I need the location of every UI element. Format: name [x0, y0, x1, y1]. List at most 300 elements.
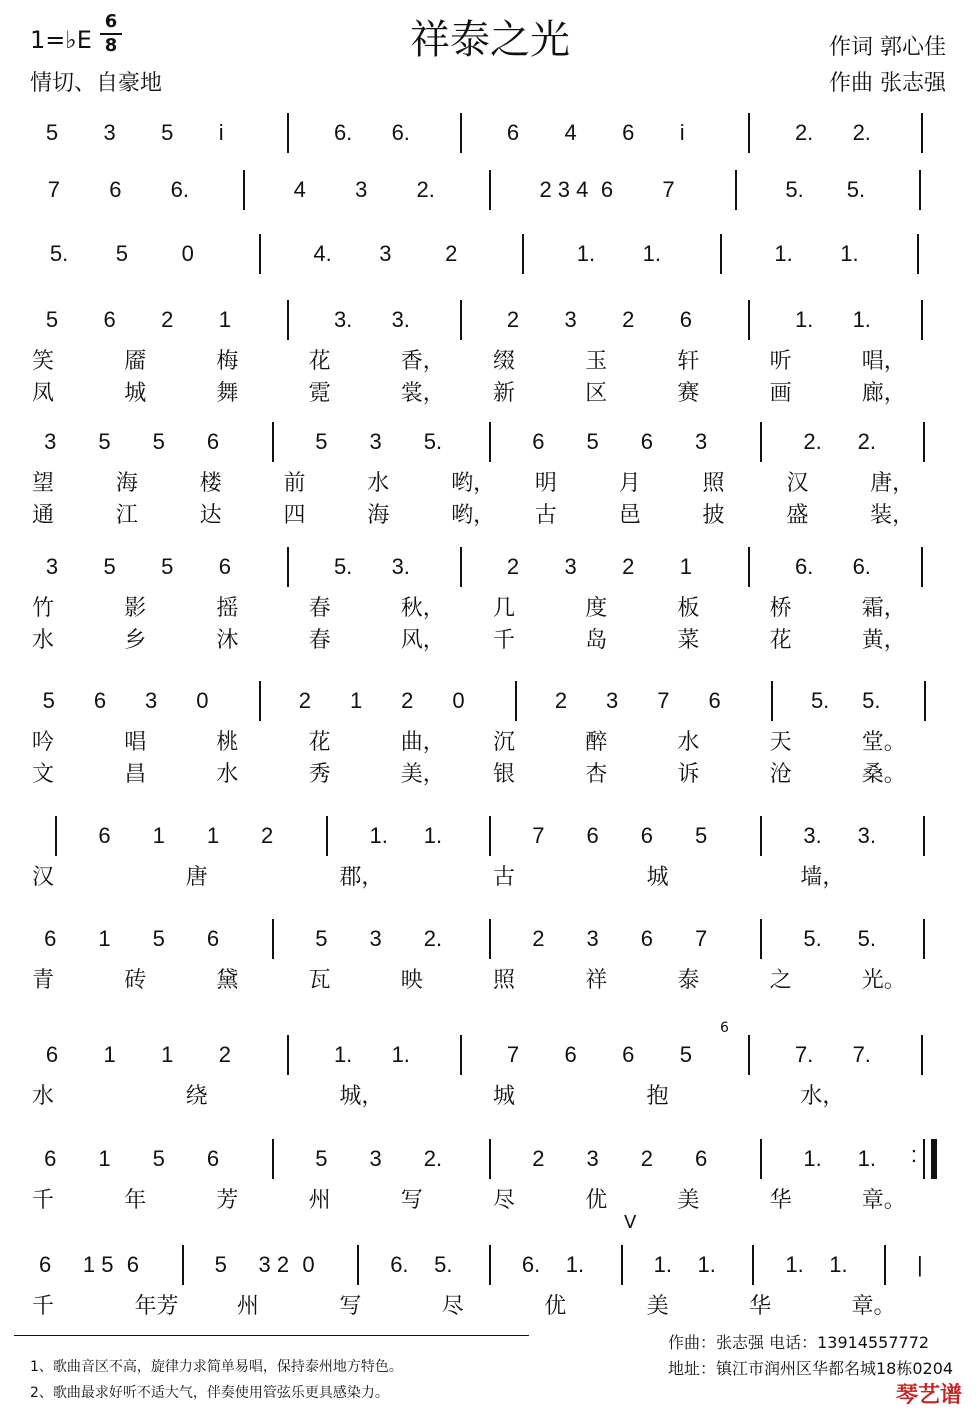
lyric-syllable: 年芳 [134, 1294, 179, 1319]
lyric-syllable: 摇 [216, 596, 239, 621]
note: 5 [315, 926, 328, 951]
note: 1. [653, 1252, 672, 1277]
note: 1. [803, 1146, 822, 1171]
note: 3. [333, 307, 353, 332]
footnote-1: 1、歌曲音区不高，旋律力求简单易唱，保持泰州地方特色。 [30, 1359, 403, 1375]
note: 6 [600, 177, 614, 202]
note: 3. [803, 823, 822, 848]
lyric-syllable: 照 [493, 968, 516, 993]
note: 7. [794, 1042, 814, 1067]
barline [259, 234, 261, 274]
key-signature: 1=♭E [30, 26, 92, 54]
barline [326, 816, 328, 856]
note: 2 [298, 688, 311, 713]
lyric-syllable: 泰 [677, 968, 700, 993]
note: 2. [416, 177, 435, 202]
note: 6 [93, 688, 107, 713]
note: 6 [45, 1042, 59, 1067]
lyric-syllable: 堂。 [861, 730, 906, 755]
note: 7 [506, 1042, 520, 1067]
note: 2 [640, 1146, 653, 1171]
note: 6. [521, 1252, 541, 1277]
note: 1 [98, 926, 111, 951]
lyric-syllable: 墙， [800, 865, 845, 890]
note: 2 [532, 1146, 545, 1171]
barline [760, 816, 762, 856]
lyric-syllable: 沉 [493, 730, 516, 755]
note: 1. [391, 1042, 410, 1067]
lyric-syllable: 芳 [216, 1188, 239, 1213]
barline [489, 422, 491, 462]
lyric-syllable: 桃 [216, 730, 239, 755]
note: 5 [694, 823, 708, 848]
lyric-syllable: 唱， [861, 349, 906, 374]
note: 3 [694, 429, 708, 454]
note: 1. [794, 307, 814, 332]
note: 7 [657, 688, 670, 713]
lyric-syllable: 水， [800, 1084, 845, 1109]
lyric-syllable: 笑 [32, 349, 55, 374]
lyric-syllable: 花 [308, 730, 331, 755]
note: 5. [803, 926, 822, 951]
barline [182, 1245, 184, 1285]
lyric-syllable: 裳， [400, 381, 445, 406]
barline [243, 170, 245, 210]
barline [923, 422, 925, 462]
lyric-syllable: 古 [534, 503, 557, 528]
lyric-syllable: 四 [283, 503, 306, 528]
lyric-syllable: 岛 [585, 628, 608, 653]
lyric-syllable: 尽 [493, 1188, 516, 1213]
note: 3. [391, 307, 410, 332]
composer-contact: 作曲：张志强 电话：13914557772 [668, 1333, 930, 1352]
note: 6 [38, 1252, 52, 1277]
lyric-syllable: 廊， [861, 381, 906, 406]
barline [489, 1139, 491, 1179]
lyric-syllable: 千 [32, 1188, 55, 1213]
lyric-syllable: 桑。 [861, 762, 906, 787]
note: 2. [794, 120, 814, 145]
barline [272, 919, 274, 959]
barline [55, 816, 57, 856]
note: 3 [564, 307, 577, 332]
note: 6. [333, 120, 353, 145]
lyric-syllable: 尽 [441, 1294, 464, 1319]
note: 3 [564, 554, 577, 579]
note: 5. [785, 177, 804, 202]
barline [921, 113, 923, 153]
note: 1 [161, 1042, 174, 1067]
barline [921, 300, 923, 340]
lyric-syllable: 映 [400, 968, 423, 993]
note: 3 [369, 429, 382, 454]
note: 6 [109, 177, 122, 202]
barline [489, 1245, 491, 1285]
lyric-syllable: 光。 [861, 968, 906, 993]
lyric-syllable: 银 [493, 762, 516, 787]
note: 5 [45, 120, 59, 145]
lyric-syllable: 江 [115, 503, 138, 528]
barline [924, 681, 926, 721]
note: 2 [401, 688, 414, 713]
note: 5 [152, 429, 165, 454]
barline [923, 816, 925, 856]
lyric-syllable: 明 [534, 471, 557, 496]
lyric-syllable: 轩 [677, 349, 700, 374]
lyric-syllable: 写 [400, 1188, 423, 1213]
lyric-syllable: 画 [769, 381, 792, 406]
composer-credit: 作曲 张志强 [829, 71, 946, 96]
lyric-syllable: 邑 [618, 503, 641, 528]
note: 5. [434, 1252, 453, 1277]
note: 2 [261, 823, 274, 848]
lyric-syllable: 度 [585, 596, 608, 621]
note: 6. [170, 177, 190, 202]
note: 5 [152, 1146, 165, 1171]
lyric-syllable: 前 [283, 471, 306, 496]
note: 3 [369, 926, 382, 951]
note: 7. [852, 1042, 871, 1067]
lyric-syllable: 盛 [786, 503, 809, 528]
note: 3. [857, 823, 876, 848]
lyric-syllable: 照 [702, 471, 725, 496]
lyric-syllable: 华 [749, 1294, 772, 1319]
lyric-syllable: 州 [308, 1188, 331, 1213]
barline [921, 547, 923, 587]
note: 2 [622, 307, 635, 332]
lyric-syllable: 抱 [646, 1084, 669, 1109]
site-logo: 琴艺谱 [895, 1383, 962, 1408]
lyric-syllable: 黄， [861, 628, 906, 653]
note: 5 [214, 1252, 227, 1277]
note: 5. [857, 926, 876, 951]
barline [735, 170, 737, 210]
lyric-syllable: 优 [544, 1294, 567, 1319]
note: i [218, 120, 224, 145]
note: 5. [49, 241, 69, 266]
lyric-syllable: 赛 [677, 381, 700, 406]
lyric-syllable: 霓 [308, 381, 331, 406]
lyric-syllable: 水 [216, 762, 239, 787]
song-title: 祥泰之光 [410, 17, 570, 63]
lyric-syllable: 唐， [870, 471, 915, 496]
note: 6 [206, 1146, 220, 1171]
barline [460, 300, 462, 340]
barline [515, 681, 517, 721]
lyric-syllable: 装， [870, 503, 915, 528]
note: 7 [662, 177, 675, 202]
lyric-syllable: 乡 [124, 628, 147, 653]
lyric-syllable: 海 [115, 471, 138, 496]
note: 6 [564, 1042, 577, 1067]
note: 2 [161, 307, 174, 332]
note: 3 [369, 1146, 382, 1171]
lyric-syllable: 春 [308, 628, 331, 653]
lyric-syllable: 缀 [493, 349, 516, 374]
note: 5 [115, 241, 129, 266]
note: 3. [391, 554, 410, 579]
meter-denominator: 8 [104, 35, 118, 56]
note: 5 [42, 688, 55, 713]
lyric-syllable: 绕 [185, 1084, 208, 1109]
lyric-syllable: 哟， [451, 471, 496, 496]
lyric-syllable: 美， [400, 762, 445, 787]
composer-address: 地址：镇江市润州区华都名城18栋0204 [668, 1359, 954, 1378]
note: 6 [506, 120, 520, 145]
barline [460, 1035, 462, 1075]
barline [489, 919, 491, 959]
note: 1 [679, 554, 692, 579]
lyric-syllable: 汉 [786, 471, 809, 496]
note: 6 [218, 554, 231, 579]
note: 5 [679, 1042, 692, 1067]
lyric-syllable: 唐 [185, 865, 208, 890]
breath-mark: V [624, 1212, 637, 1233]
lyric-syllable: 霜， [861, 596, 906, 621]
note: 5 [45, 307, 59, 332]
barline [921, 1035, 923, 1075]
note: 1. [565, 1252, 585, 1277]
note: 1. [697, 1252, 716, 1277]
note: 6 [532, 429, 545, 454]
lyric-syllable: 黛 [216, 968, 239, 993]
note: 5. [846, 177, 866, 202]
lyric-syllable: 月 [618, 471, 641, 496]
note: 6 [622, 120, 635, 145]
note: 3 [606, 688, 619, 713]
note: 3 [145, 688, 158, 713]
note: 6 [103, 307, 116, 332]
note: 1 [103, 1042, 116, 1067]
barline [884, 1245, 886, 1285]
note: 5 [315, 1146, 328, 1171]
lyric-syllable: 舞 [216, 381, 239, 406]
barline [522, 234, 524, 274]
barline [272, 422, 274, 462]
lyric-syllable: 之 [769, 968, 792, 993]
lyric-syllable: 竹 [32, 596, 55, 621]
lyric-syllable: 秀 [308, 762, 331, 787]
lyric-syllable: 曲， [400, 730, 445, 755]
lyric-syllable: 天 [769, 730, 792, 755]
note: 6 [98, 823, 111, 848]
note: 5 [586, 429, 599, 454]
note: 6 [640, 823, 653, 848]
lyric-syllable: 昌 [124, 762, 147, 787]
note: 3 [44, 429, 57, 454]
lyric-syllable: 靥 [124, 349, 147, 374]
lyric-syllable: 汉 [32, 865, 55, 890]
lyric-syllable: 瓦 [308, 968, 331, 993]
lyricist-credit: 作词 郭心佳 [829, 35, 946, 60]
note: 6 [622, 1042, 635, 1067]
lyric-syllable: 凤 [32, 381, 55, 406]
lyric-syllable: 州 [236, 1294, 259, 1319]
lyric-syllable: 祥 [585, 968, 608, 993]
barline [752, 1245, 754, 1285]
note: 6 [640, 429, 653, 454]
footnote-2: 2、歌曲最求好听不适大气，伴奏使用管弦乐更具感染力。 [30, 1385, 389, 1401]
lyric-syllable: 听 [769, 349, 792, 374]
lyric-syllable: 花 [769, 628, 792, 653]
note: 7 [694, 926, 708, 951]
note: 1 [349, 688, 363, 713]
repeat-dots: : [910, 1142, 917, 1167]
lyric-syllable: 哟， [451, 503, 496, 528]
lyric-syllable: 花 [308, 349, 331, 374]
lyric-syllable: 章。 [861, 1188, 906, 1213]
barline [771, 681, 773, 721]
barline [923, 919, 925, 959]
note: 1. [423, 823, 443, 848]
note: 0 [302, 1252, 315, 1277]
lyric-syllable: 水 [367, 471, 390, 496]
note: 6. [794, 554, 814, 579]
lyric-syllable: 醉 [585, 730, 608, 755]
barline [919, 170, 921, 210]
note: 1. [642, 241, 661, 266]
note: 3 [379, 241, 392, 266]
note: 1. [857, 1146, 876, 1171]
barline [357, 1245, 359, 1285]
note: 1 [98, 1146, 111, 1171]
lyric-syllable: 千 [32, 1294, 55, 1319]
note: 2. [803, 429, 822, 454]
note: 1. [576, 241, 596, 266]
lyric-syllable: 玉 [585, 349, 608, 374]
lyric-syllable: 古 [493, 865, 516, 890]
lyric-syllable: 唱 [124, 730, 147, 755]
note: 1. [840, 241, 859, 266]
lyric-syllable: 几 [493, 596, 516, 621]
lyric-syllable: 通 [32, 503, 55, 528]
barline [259, 681, 261, 721]
note: 2 [218, 1042, 231, 1067]
lyric-syllable: 优 [585, 1188, 608, 1213]
grace-note: 6 [720, 1020, 729, 1036]
note: | [917, 1252, 923, 1277]
note: 2 3 4 [539, 177, 589, 202]
note: 6 [44, 926, 57, 951]
note: 2 [445, 241, 458, 266]
note: 5 [152, 926, 165, 951]
tempo-marking: 情切、自豪地 [30, 71, 163, 96]
footnote-divider [14, 1335, 529, 1336]
note: 6 [679, 307, 692, 332]
note: 1 [218, 307, 231, 332]
note: i [679, 120, 685, 145]
lyric-syllable: 风， [400, 628, 445, 653]
note: 1 [206, 823, 220, 848]
note: 1. [369, 823, 388, 848]
barline [760, 422, 762, 462]
lyric-syllable: 城 [493, 1084, 516, 1109]
note: 0 [196, 688, 209, 713]
note: 6 [586, 823, 599, 848]
note: 4 [293, 177, 306, 202]
lyric-syllable: 达 [199, 503, 222, 528]
lyric-syllable: 披 [702, 503, 725, 528]
barline [287, 1035, 289, 1075]
note: 1. [829, 1252, 848, 1277]
note: 2. [852, 120, 871, 145]
lyric-syllable: 水 [32, 1084, 55, 1109]
barline [460, 547, 462, 587]
barline [489, 816, 491, 856]
note: 5 [161, 120, 174, 145]
lyric-syllable: 千 [493, 628, 516, 653]
note: 6 [206, 926, 220, 951]
note: 5. [333, 554, 353, 579]
lyric-syllable: 春 [308, 596, 331, 621]
note: 6 [206, 429, 220, 454]
lyric-syllable: 沧 [769, 762, 792, 787]
note: 6. [391, 120, 410, 145]
note: 6 [44, 1146, 57, 1171]
lyric-syllable: 望 [32, 471, 55, 496]
note: 2. [857, 429, 876, 454]
lyric-syllable: 城， [339, 1084, 384, 1109]
note: 6. [390, 1252, 409, 1277]
barline [760, 1139, 762, 1179]
note: 1 5 [82, 1252, 114, 1277]
lyric-syllable: 文 [32, 762, 55, 787]
barline [460, 113, 462, 153]
note: 3 [103, 120, 116, 145]
note: 1. [333, 1042, 353, 1067]
barline [489, 170, 491, 210]
note: 2 [622, 554, 635, 579]
note: 3 [355, 177, 368, 202]
lyric-syllable: 海 [367, 503, 390, 528]
barline [748, 547, 750, 587]
note: 7 [47, 177, 60, 202]
lyric-syllable: 楼 [199, 471, 222, 496]
lyric-syllable: 诉 [677, 762, 700, 787]
barline [748, 113, 750, 153]
lyric-syllable: 杏 [585, 762, 608, 787]
lyric-syllable: 章。 [851, 1294, 896, 1319]
barline [748, 1035, 750, 1075]
lyric-syllable: 城 [124, 381, 147, 406]
note: 5 [98, 429, 111, 454]
lyric-syllable: 香， [400, 349, 445, 374]
note: 6. [852, 554, 871, 579]
barline [748, 300, 750, 340]
note: 4 [564, 120, 577, 145]
note: 4. [313, 241, 332, 266]
lyric-syllable: 美 [677, 1188, 700, 1213]
note: 2 [506, 554, 520, 579]
note: 1 [152, 823, 165, 848]
note: 2. [423, 926, 443, 951]
lyric-syllable: 秋， [400, 596, 445, 621]
barline [287, 300, 289, 340]
barline [720, 234, 722, 274]
note: 3 [45, 554, 59, 579]
meter-numerator: 6 [104, 11, 118, 32]
note: 5 [161, 554, 174, 579]
barline [272, 1139, 274, 1179]
lyric-syllable: 区 [585, 381, 608, 406]
note: 5. [423, 429, 443, 454]
barline [287, 113, 289, 153]
note: 5. [810, 688, 830, 713]
lyric-syllable: 青 [32, 968, 55, 993]
lyric-syllable: 吟 [32, 730, 55, 755]
note: 0 [181, 241, 194, 266]
lyric-syllable: 沐 [216, 628, 239, 653]
